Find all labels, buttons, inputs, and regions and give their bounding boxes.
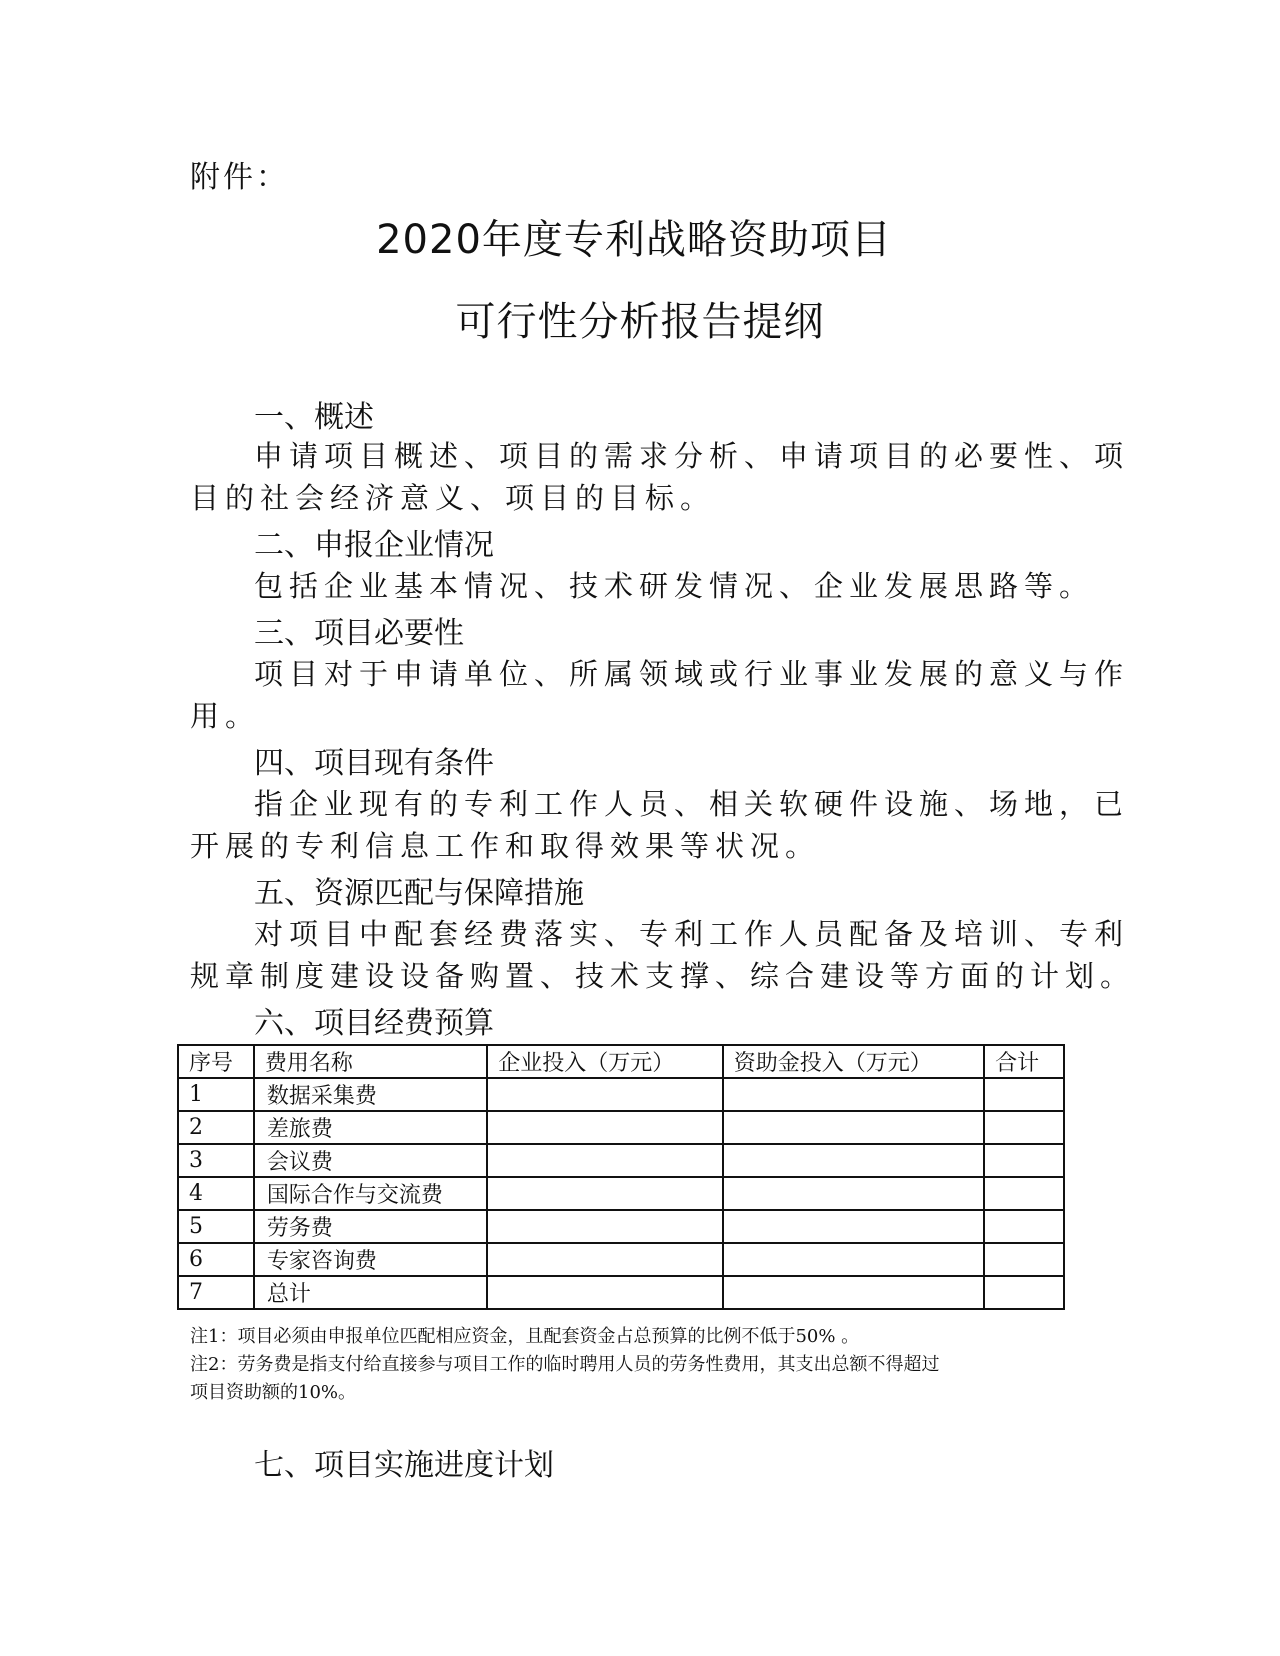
cell-expense-name: 会议费 — [254, 1144, 487, 1177]
section-5-text-line1: 对项目中配套经费落实、专利工作人员配备及培训、专利 — [254, 917, 1130, 951]
cell-total — [984, 1078, 1064, 1111]
cell-index: 4 — [178, 1177, 254, 1210]
section-5-heading: 五、资源匹配与保障措施 — [254, 876, 584, 911]
table-row — [178, 1078, 1064, 1111]
cell-subsidy-investment — [723, 1078, 984, 1111]
section-6-heading: 六、项目经费预算 — [254, 1006, 494, 1041]
section-5-text-line2: 规章制度建设设备购置、技术支撑、综合建设等方面的计划。 — [190, 959, 1136, 993]
table-row — [178, 1144, 1064, 1177]
cell-index: 3 — [178, 1144, 254, 1177]
section-7-heading: 七、项目实施进度计划 — [254, 1448, 554, 1483]
note-1: 注1：项目必须由申报单位匹配相应资金，且配套资金占总预算的比例不低于50% 。 — [190, 1326, 860, 1347]
cell-expense-name: 总计 — [254, 1276, 487, 1309]
cell-subsidy-investment — [723, 1111, 984, 1144]
section-3-text-line2: 用。 — [190, 699, 261, 733]
document-title-line1: 2020年度专利战略资助项目 — [376, 217, 892, 263]
cell-enterprise-investment — [487, 1078, 722, 1111]
table-row — [178, 1243, 1064, 1276]
cell-total — [984, 1144, 1064, 1177]
cell-subsidy-investment — [723, 1177, 984, 1210]
cell-expense-name: 差旅费 — [254, 1111, 487, 1144]
section-4-text-line2: 开展的专利信息工作和取得效果等状况。 — [190, 829, 821, 863]
cell-subsidy-investment — [723, 1243, 984, 1276]
cell-subsidy-investment — [723, 1276, 984, 1309]
header-subsidy-investment: 资助金投入（万元） — [723, 1045, 984, 1078]
attachment-label: 附件： — [190, 160, 289, 195]
table-row — [178, 1177, 1064, 1210]
cell-expense-name: 国际合作与交流费 — [254, 1177, 487, 1210]
section-3-heading: 三、项目必要性 — [254, 616, 464, 651]
section-4-text-line1: 指企业现有的专利工作人员、相关软硬件设施、场地，已 — [254, 787, 1130, 821]
cell-total — [984, 1276, 1064, 1309]
cell-expense-name: 数据采集费 — [254, 1078, 487, 1111]
section-1-text-line2: 目的社会经济意义、项目的目标。 — [190, 481, 716, 515]
header-enterprise-investment: 企业投入（万元） — [487, 1045, 722, 1078]
table-row — [178, 1111, 1064, 1144]
cell-enterprise-investment — [487, 1177, 722, 1210]
cell-index: 7 — [178, 1276, 254, 1309]
section-3-text-line1: 项目对于申请单位、所属领域或行业事业发展的意义与作 — [254, 657, 1130, 691]
section-2-heading: 二、申报企业情况 — [254, 528, 494, 563]
header-total: 合计 — [984, 1045, 1064, 1078]
document-title-line2: 可行性分析报告提纲 — [455, 299, 825, 345]
note-2: 注2：劳务费是指支付给直接参与项目工作的临时聘用人员的劳务性费用，其支出总额不得超过 — [190, 1354, 940, 1375]
section-1-text-line1: 申请项目概述、项目的需求分析、申请项目的必要性、项 — [254, 439, 1130, 473]
header-index: 序号 — [178, 1045, 254, 1078]
section-4-heading: 四、项目现有条件 — [254, 746, 494, 781]
section-1-heading: 一、概述 — [254, 400, 374, 435]
section-2-text-line1: 包括企业基本情况、技术研发情况、企业发展思路等。 — [254, 569, 1095, 603]
table-row — [178, 1210, 1064, 1243]
cell-total — [984, 1243, 1064, 1276]
cell-expense-name: 劳务费 — [254, 1210, 487, 1243]
header-expense-name: 费用名称 — [254, 1045, 487, 1078]
budget-table — [177, 1044, 1065, 1310]
cell-enterprise-investment — [487, 1243, 722, 1276]
cell-total — [984, 1210, 1064, 1243]
cell-index: 5 — [178, 1210, 254, 1243]
cell-enterprise-investment — [487, 1111, 722, 1144]
cell-index: 6 — [178, 1243, 254, 1276]
cell-index: 1 — [178, 1078, 254, 1111]
cell-total — [984, 1111, 1064, 1144]
budget-table-header-row — [178, 1045, 1064, 1078]
cell-expense-name: 专家咨询费 — [254, 1243, 487, 1276]
table-row — [178, 1276, 1064, 1309]
cell-subsidy-investment — [723, 1210, 984, 1243]
cell-enterprise-investment — [487, 1144, 722, 1177]
note-2-continued: 项目资助额的10%。 — [190, 1382, 357, 1403]
cell-enterprise-investment — [487, 1276, 722, 1309]
cell-subsidy-investment — [723, 1144, 984, 1177]
cell-enterprise-investment — [487, 1210, 722, 1243]
cell-total — [984, 1177, 1064, 1210]
cell-index: 2 — [178, 1111, 254, 1144]
